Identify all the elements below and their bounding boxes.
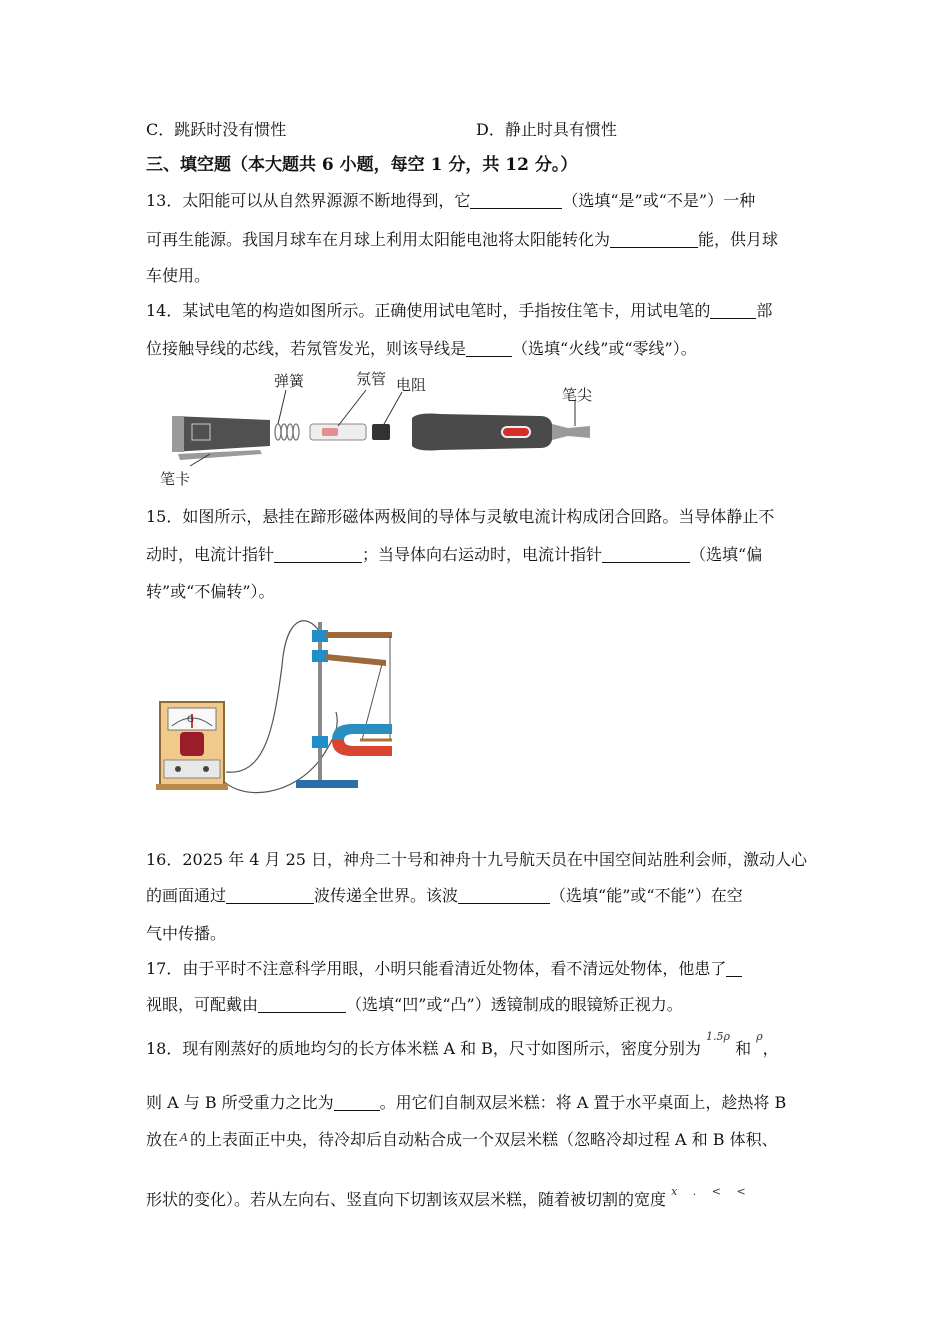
q18-rho2: ρ xyxy=(756,1030,763,1043)
meter-letter: G xyxy=(187,715,194,725)
q18-line4: 形状的变化）。若从左向右、竖直向下切割该双层米糕，随着被切割的宽度 $^{x . < <}$ xyxy=(146,1185,752,1209)
q16-blank1[interactable] xyxy=(226,887,314,904)
test-pen-figure xyxy=(150,368,610,490)
pen-window xyxy=(502,427,530,437)
q13-blank1[interactable] xyxy=(470,192,562,209)
q16-line3: 气中传播。 xyxy=(146,924,227,943)
q18-rho1: 1.5ρ xyxy=(706,1030,730,1043)
q18-line2: 则 A 与 B 所受重力之比为 。用它们自制双层米糕：将 A 置于水平桌面上，趁热将 B xyxy=(146,1093,787,1112)
clamp-top xyxy=(312,630,328,642)
q17-blank2[interactable] xyxy=(258,996,346,1013)
q15-line1: 15．如图所示，悬挂在蹄形磁体两极间的导体与灵敏电流计构成闭合回路。当导体静止不 xyxy=(146,507,775,526)
magnet-south xyxy=(332,740,392,756)
q18-blank1[interactable] xyxy=(334,1094,380,1111)
galvanometer-base xyxy=(156,784,228,790)
option-d: D．静止时具有惯性 xyxy=(476,120,617,139)
pen-cap-end xyxy=(172,416,184,452)
galvanometer-terminals xyxy=(164,760,220,778)
q17-blank1[interactable] xyxy=(726,960,742,977)
q16-line1: 16．2025 年 4 月 25 日，神舟二十号和神舟十九号航天员在中国空间站胜利会师，激动人心 xyxy=(146,850,808,869)
stand-rod xyxy=(318,622,322,782)
clamp-bottom xyxy=(312,736,328,748)
q15-blank2[interactable] xyxy=(602,546,690,563)
resistor xyxy=(372,424,390,440)
arm-top xyxy=(326,632,392,638)
q13-line3: 车使用。 xyxy=(146,266,211,285)
q17-line1: 17．由于平时不注意科学用眼，小明只能看清近处物体，看不清远处物体，他患了 xyxy=(146,959,742,979)
q18-line1: 18．现有刚蒸好的质地均匀的长方体米糕 A 和 B，尺寸如图所示，密度分别为 $^{1.5\rho}$ 和 $^\rho$， xyxy=(146,1030,779,1058)
q16-blank2[interactable] xyxy=(458,887,550,904)
q14-line2: 位接触导线的芯线，若氖管发光，则该导线是 （选填“火线”或“零线”）。 xyxy=(146,339,697,358)
q13-blank2[interactable] xyxy=(610,231,698,248)
pen-clip xyxy=(178,450,262,460)
q15-line3: 转”或“不偏转”）。 xyxy=(146,582,275,601)
induction-drawing xyxy=(156,606,406,802)
spring-icon xyxy=(275,424,299,440)
q16-line2: 的画面通过 波传递全世界。该波 （选填“能”或“不能”）在空 xyxy=(146,886,743,905)
q17-line2: 视眼，可配戴由 （选填“凹”或“凸”）透镜制成的眼镜矫正视力。 xyxy=(146,995,683,1014)
induction-figure xyxy=(156,606,406,802)
q13-line2: 可再生能源。我国月球车在月球上利用太阳能电池将太阳能转化为 能，供月球 xyxy=(146,230,779,249)
terminal-left xyxy=(175,766,181,772)
q18-tail: x . < < xyxy=(671,1185,752,1198)
pen-cap xyxy=(172,416,270,452)
stand-base xyxy=(296,780,358,788)
q14-line1: 14．某试电笔的构造如图所示。正确使用试电笔时，手指按住笔卡，用试电笔的 部 xyxy=(146,301,773,320)
q15-line2: 动时，电流计指针 ；当导体向右运动时，电流计指针 （选填“偏 xyxy=(146,545,763,564)
option-c: C．跳跃时没有惯性 xyxy=(146,120,287,139)
label-clip: 笔卡 xyxy=(160,470,191,488)
label-neon: 氖管 xyxy=(356,370,387,388)
leader-spring xyxy=(278,390,286,424)
leader-resistor xyxy=(384,392,402,424)
q13-line1: 13．太阳能可以从自然界源源不断地得到，它 （选填“是”或“不是”）一种 xyxy=(146,191,756,210)
leader-neon xyxy=(338,390,366,426)
q14-blank2[interactable] xyxy=(466,340,512,357)
label-tip: 笔尖 xyxy=(562,386,593,404)
label-spring: 弹簧 xyxy=(274,372,305,390)
galvanometer-magnet xyxy=(180,732,204,756)
wire-1 xyxy=(226,621,320,772)
pen-tip xyxy=(552,424,590,440)
section-heading: 三、填空题（本大题共 6 小题，每空 1 分，共 12 分。） xyxy=(146,155,578,175)
neon-glow xyxy=(322,428,338,436)
q18-a-small: A xyxy=(180,1131,188,1144)
label-resistor: 电阻 xyxy=(396,376,427,394)
q18-line3: 放在 $^A$ 的上表面正中央，待冷却后自动粘合成一个双层米糕（忽略冷却过程 A 和 B 体积、 xyxy=(146,1130,778,1149)
terminal-right xyxy=(203,766,209,772)
arm-middle xyxy=(326,654,386,666)
q14-blank1[interactable] xyxy=(710,302,756,319)
clamp-middle xyxy=(312,650,328,662)
q15-blank1[interactable] xyxy=(274,546,362,563)
